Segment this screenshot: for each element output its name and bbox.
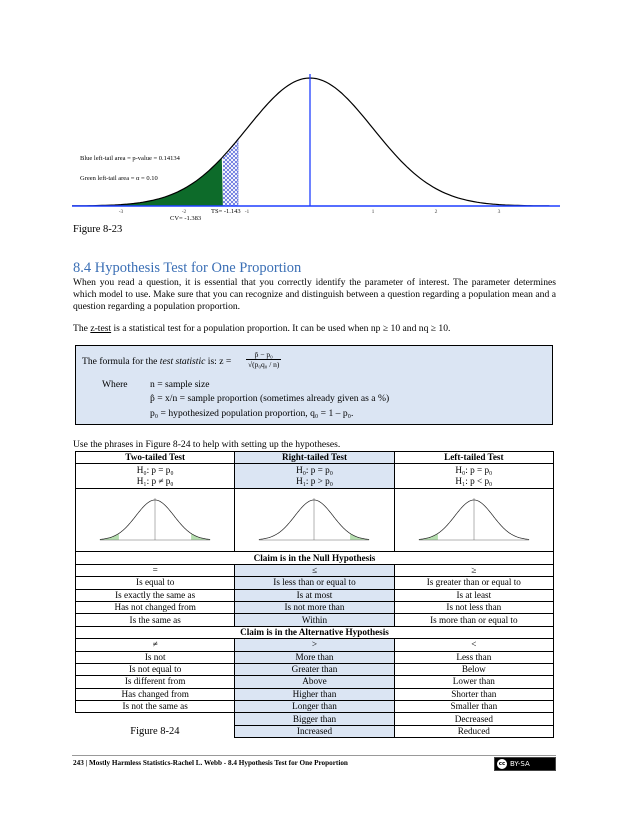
green-left-tail-area bbox=[72, 158, 223, 206]
formula-text: The formula for the bbox=[82, 356, 160, 367]
phrase-cell: Has not changed from bbox=[76, 601, 235, 613]
figure-caption: Figure 8-23 bbox=[73, 224, 123, 235]
footer-text: 243 | Mostly Harmless Statistics-Rachel L. Webb - 8.4 Hypothesis Test for One Proportion bbox=[73, 759, 348, 767]
h0: H₀: p = p₀ bbox=[296, 464, 333, 475]
right-tailed-hypotheses bbox=[235, 464, 394, 489]
phrase-cell: Above bbox=[235, 676, 394, 688]
formula-text: is: z = bbox=[205, 356, 232, 367]
phrase-cell: Shorter than bbox=[394, 688, 553, 700]
left-tailed-curve-cell bbox=[394, 489, 553, 552]
tick-label: -1 bbox=[244, 209, 250, 215]
two-tailed-curve bbox=[95, 490, 215, 548]
phrase-cell: Is not less than bbox=[394, 601, 553, 613]
normal-curve-figure bbox=[72, 70, 560, 230]
ts-label: TS= -1.143 bbox=[211, 208, 241, 215]
phrase-cell: Below bbox=[394, 663, 553, 675]
license-label: BY-SA bbox=[510, 760, 530, 768]
para-line: mean and a question regarding a population proportion. bbox=[73, 289, 557, 312]
phat-definition: p̂ = x/n = sample proportion (sometimes already given as a %) bbox=[150, 393, 390, 404]
formula-intro bbox=[82, 356, 231, 367]
null-phrase-row bbox=[76, 614, 554, 626]
alt-phrase-row bbox=[76, 651, 554, 663]
tick-label: -2 bbox=[181, 209, 187, 215]
para-line: which model to use. Make sure that you can recognize and distinguish between a question regarding a population bbox=[73, 289, 510, 300]
phrase-cell: Is more than or equal to bbox=[394, 614, 553, 626]
table-header-row bbox=[76, 452, 554, 464]
figure-caption-cell: Figure 8-24 bbox=[130, 726, 180, 738]
phrase-cell: Is not equal to bbox=[76, 663, 235, 675]
where-label: Where bbox=[102, 379, 128, 390]
null-symbol: ≥ bbox=[394, 564, 553, 576]
phrase-cell: Decreased bbox=[394, 713, 553, 725]
h1: H₁: p > p₀ bbox=[296, 476, 333, 487]
intro-paragraph bbox=[73, 277, 556, 313]
phrase-cell: Increased bbox=[235, 725, 394, 737]
phrase-cell: Longer than bbox=[235, 701, 394, 713]
null-hypothesis-title: Claim is in the Null Hypothesis bbox=[76, 552, 554, 564]
phrase-cell: More than bbox=[235, 651, 394, 663]
cc-license-badge[interactable] bbox=[494, 757, 556, 771]
null-phrase-row bbox=[76, 601, 554, 613]
formula-denominator: √(p₀q₀ / n) bbox=[248, 360, 280, 369]
green-area-annotation: Green left-tail area = α = 0.10 bbox=[80, 175, 158, 182]
null-title-row bbox=[76, 552, 554, 564]
phrase-cell: Is different from bbox=[76, 676, 235, 688]
header-right-tailed: Right-tailed Test bbox=[235, 452, 394, 464]
null-symbol: = bbox=[76, 564, 235, 576]
formula-numerator: p̂ − p₀ bbox=[246, 350, 281, 360]
phrase-cell: Bigger than bbox=[235, 713, 394, 725]
tick-label: 1 bbox=[371, 209, 375, 215]
phrase-cell: Lower than bbox=[394, 676, 553, 688]
phrase-cell: Is exactly the same as bbox=[76, 589, 235, 601]
footer-divider bbox=[72, 755, 556, 756]
phrase-cell: Smaller than bbox=[394, 701, 553, 713]
header-two-tailed: Two-tailed Test bbox=[76, 452, 235, 464]
h0: H₀: p = p₀ bbox=[455, 464, 493, 475]
blue-area-annotation: Blue left-tail area = p-value = 0.14134 bbox=[80, 155, 180, 162]
header-left-tailed: Left-tailed Test bbox=[394, 452, 553, 464]
phrase-cell: Reduced bbox=[394, 725, 553, 737]
alt-symbol-row bbox=[76, 639, 554, 651]
alt-phrase-row bbox=[76, 663, 554, 675]
n-definition: n = sample size bbox=[150, 379, 210, 390]
phrase-cell: Has changed from bbox=[76, 688, 235, 700]
alt-symbol: > bbox=[235, 639, 394, 651]
para-text: is a statistical test for a population proportion. It can be used when np ≥ 10 and nq ≥ 10. bbox=[111, 323, 451, 334]
null-phrase-row bbox=[76, 577, 554, 589]
h0: H₀: p = p₀ bbox=[136, 464, 174, 475]
left-tailed-curve bbox=[414, 490, 534, 548]
table-intro: Use the phrases in Figure 8-24 to help with setting up the hypotheses. bbox=[73, 439, 341, 450]
phrase-cell: Greater than bbox=[235, 663, 394, 675]
phrase-cell: Is greater than or equal to bbox=[394, 577, 553, 589]
p0-definition: p₀ = hypothesized population proportion, q₀ = 1 – p₀. bbox=[150, 408, 354, 419]
two-tailed-hypotheses bbox=[76, 464, 235, 489]
hypothesis-phrase-table bbox=[75, 451, 554, 738]
alt-symbol: < bbox=[394, 639, 553, 651]
formula-emphasis: test statistic bbox=[159, 356, 206, 367]
creative-commons-icon: cc bbox=[498, 761, 506, 767]
alt-phrase-row bbox=[76, 701, 554, 713]
phrase-cell: Is not the same as bbox=[76, 701, 235, 713]
phrase-cell: Less than bbox=[394, 651, 553, 663]
phrase-cell: Is equal to bbox=[76, 577, 235, 589]
alt-title-row bbox=[76, 626, 554, 638]
alt-phrase-row bbox=[76, 713, 554, 725]
phrase-cell: Is at least bbox=[394, 589, 553, 601]
right-tailed-curve-cell bbox=[235, 489, 394, 552]
left-tailed-hypotheses bbox=[394, 464, 553, 489]
section-heading: 8.4 Hypothesis Test for One Proportion bbox=[73, 260, 302, 276]
para-text: The bbox=[73, 323, 91, 334]
right-tailed-curve bbox=[254, 490, 374, 548]
phrase-cell: Is not bbox=[76, 651, 235, 663]
phrase-cell: Is not more than bbox=[235, 601, 394, 613]
phrase-cell: Is the same as bbox=[76, 614, 235, 626]
alt-symbol: ≠ bbox=[76, 639, 235, 651]
alternative-hypothesis-title: Claim is in the Alternative Hypothesis bbox=[76, 626, 554, 638]
bell-curve bbox=[72, 78, 549, 206]
alt-phrase-row bbox=[76, 688, 554, 700]
null-symbol-row bbox=[76, 564, 554, 576]
phrase-cell: Is less than or equal to bbox=[235, 577, 394, 589]
hypotheses-row bbox=[76, 464, 554, 489]
null-phrase-row bbox=[76, 589, 554, 601]
h1: H₁: p < p₀ bbox=[455, 476, 493, 487]
tick-label: 3 bbox=[497, 209, 501, 215]
alt-phrase-row bbox=[76, 725, 554, 737]
mini-curves-row bbox=[76, 489, 554, 552]
two-tailed-curve-cell bbox=[76, 489, 235, 552]
z-test-link: z-test bbox=[90, 323, 112, 334]
alt-phrase-row bbox=[76, 676, 554, 688]
empty-cell bbox=[76, 713, 235, 725]
null-symbol: ≤ bbox=[235, 564, 394, 576]
blue-left-tail-area bbox=[223, 139, 238, 206]
phrase-cell: Is at most bbox=[235, 589, 394, 601]
para-line: When you read a question, it is essential that you correctly identify the parameter of interest. The parameter determines bbox=[73, 277, 556, 288]
tick-label: -3 bbox=[118, 209, 124, 215]
ztest-paragraph bbox=[73, 323, 556, 335]
h1: H₁: p ≠ p₀ bbox=[136, 476, 174, 487]
phrase-cell: Higher than bbox=[235, 688, 394, 700]
tick-label: 2 bbox=[434, 209, 438, 215]
formula-fraction bbox=[246, 350, 281, 369]
phrase-cell: Within bbox=[235, 614, 394, 626]
formula-box bbox=[75, 345, 553, 425]
cv-label: CV= -1.383 bbox=[170, 215, 202, 222]
